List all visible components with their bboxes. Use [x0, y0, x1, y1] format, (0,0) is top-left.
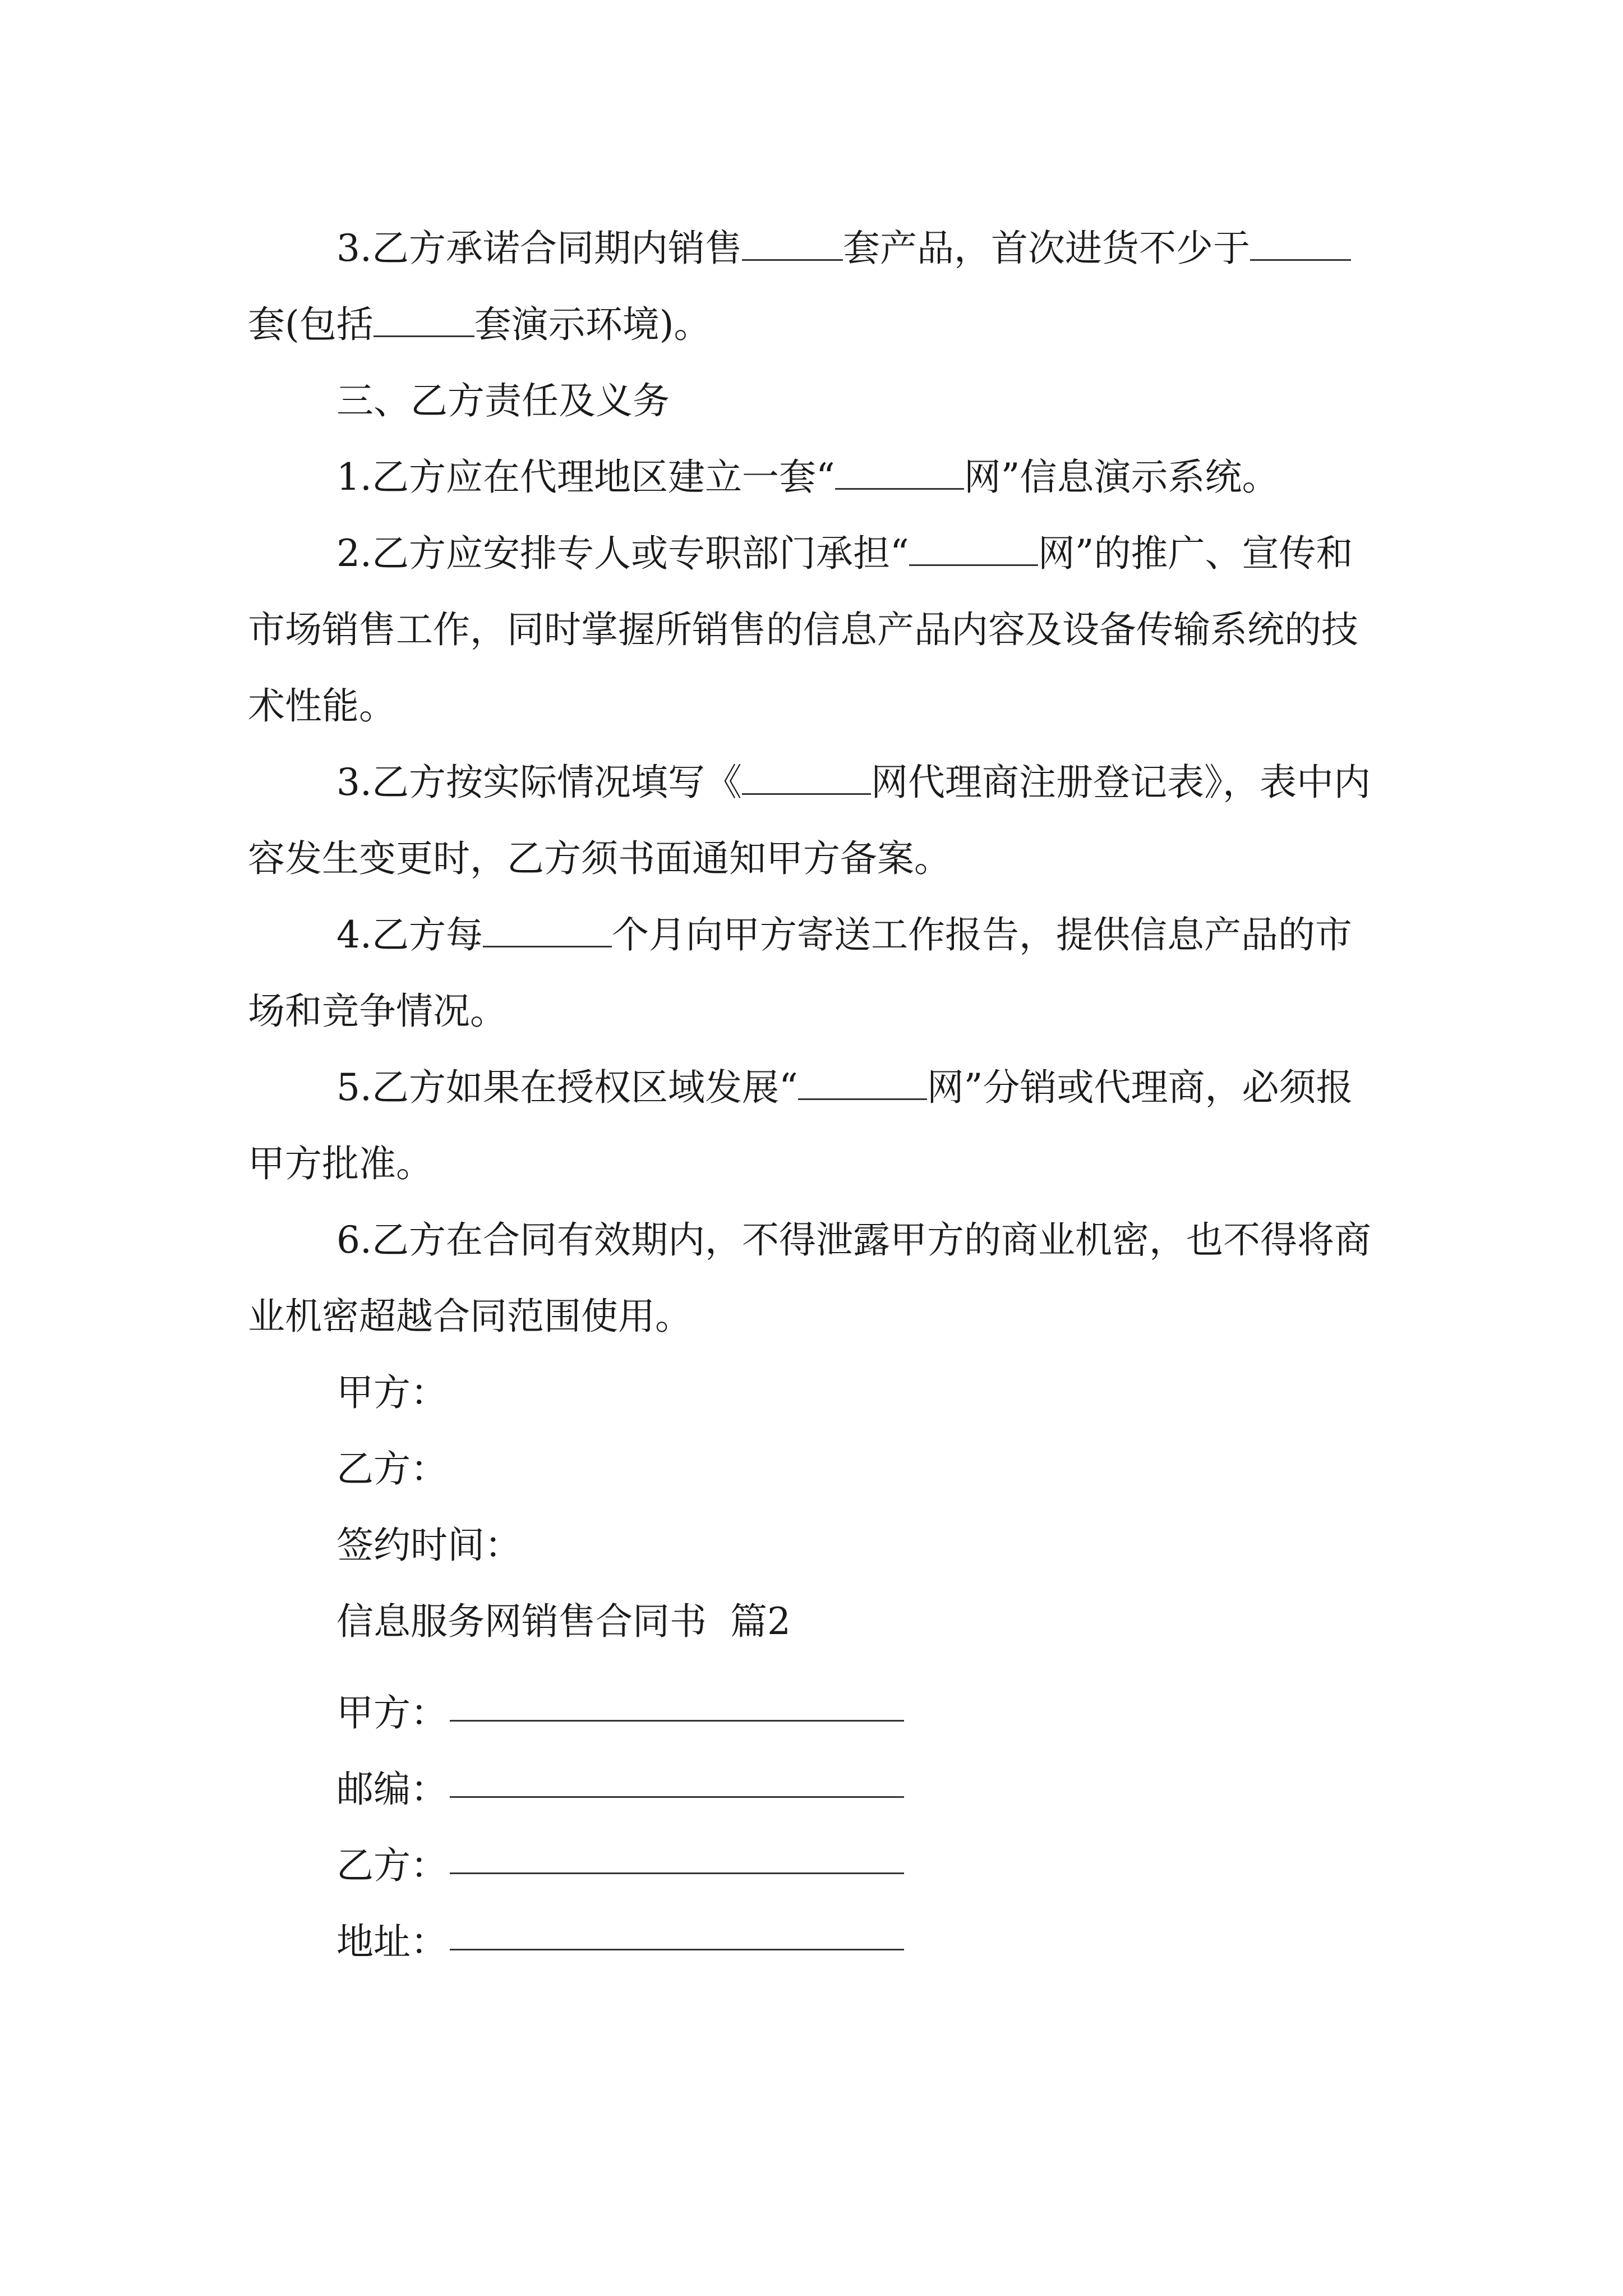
clause-text: 网”分销或代理商，必须报甲方批准。: [248, 1066, 1353, 1185]
fill-blank-network-name: [835, 487, 964, 490]
form-field-blank-line: [450, 1872, 904, 1874]
clause-text: 2.乙方应安排专人或专职部门承担“: [336, 532, 909, 575]
clause-text: 套(包括: [248, 303, 374, 346]
section-heading-party-b-duties: 三、乙方责任及义务: [336, 379, 670, 422]
clause-text: 1.乙方应在代理地区建立一套“: [336, 455, 835, 499]
fill-blank-demo-sets: [374, 335, 474, 337]
clause-text: 个月向甲方寄送工作报告，提供信息产品的市场和竞争情况。: [248, 913, 1352, 1033]
fill-blank-first-order-sets: [1250, 259, 1351, 261]
clause-text: 4.乙方每: [336, 913, 483, 956]
signature-party-b: 乙方：: [336, 1447, 448, 1490]
clause-confidentiality: 6.乙方在合同有效期内，不得泄露甲方的商业机密，也不得将商业机密超越合同范围使用。: [248, 1218, 1371, 1338]
form-field-blank-line: [450, 1719, 904, 1722]
clause-text: 网”信息演示系统。: [963, 455, 1279, 499]
clause-text: 套产品，首次进货不少于: [842, 227, 1250, 270]
signature-party-a: 甲方：: [336, 1371, 448, 1414]
clause-dedicated-staff: [248, 516, 1375, 744]
clause-work-report: [248, 897, 1375, 1050]
form-field-blank-line: [450, 1796, 904, 1798]
signature-date: 签约时间：: [336, 1524, 522, 1567]
clause-text: 3.乙方承诺合同期内销售: [336, 227, 742, 270]
section-title: 信息服务网销售合同书 篇2: [336, 1600, 791, 1643]
form-field-label: 甲方：: [336, 1691, 448, 1734]
fill-blank-network-name: [798, 1098, 927, 1100]
clause-text: 网”的推广、宣传和市场销售工作，同时掌握所销售的信息产品内容及设备传输系统的技术性能。: [248, 532, 1358, 728]
clause-text: 网代理商注册登记表》，表中内容发生变更时，乙方须书面通知甲方备案。: [248, 761, 1371, 880]
clause-text: 套演示环境)。: [474, 303, 711, 346]
form-field-postcode: [248, 1736, 1375, 1812]
form-field-blank-line: [450, 1948, 904, 1950]
form-field-label: 地址：: [336, 1920, 448, 1963]
form-field-label: 乙方：: [336, 1844, 448, 1887]
form-field-party-b: [248, 1812, 1375, 1889]
clause-demo-system: [248, 439, 1375, 516]
clause-registration-form: [248, 744, 1375, 897]
form-field-address: [248, 1889, 1375, 1965]
clause-text: 5.乙方如果在授权区域发展“: [336, 1066, 798, 1109]
clause-sales-commitment: [248, 210, 1375, 363]
fill-blank-total-sets: [742, 259, 843, 261]
clause-distributor-approval: [248, 1050, 1375, 1202]
form-field-party-a: [248, 1660, 1375, 1736]
clause-text: 3.乙方按实际情况填写《: [336, 761, 742, 804]
fill-blank-network-name: [909, 564, 1038, 566]
form-field-label: 邮编：: [336, 1768, 448, 1811]
document-body: [248, 210, 1375, 1965]
fill-blank-network-name: [742, 793, 871, 795]
fill-blank-months: [483, 945, 612, 947]
